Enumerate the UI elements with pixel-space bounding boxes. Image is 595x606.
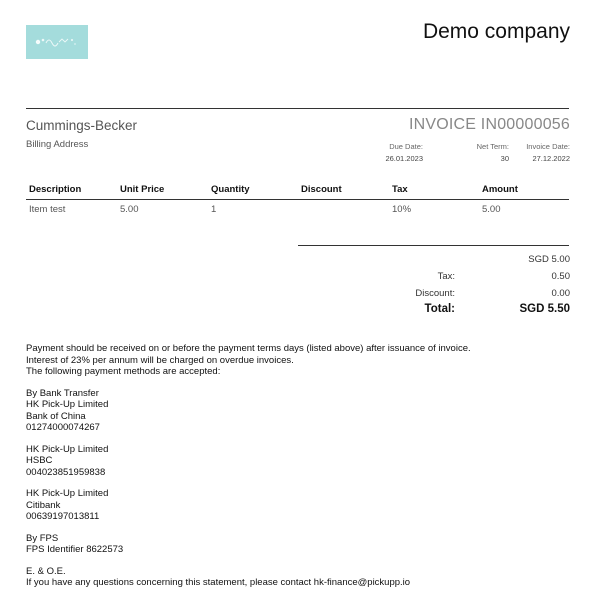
due-date-value: 26.01.2023 bbox=[385, 154, 423, 163]
cell-discount bbox=[298, 200, 389, 220]
terms-line: Interest of 23% per annum will be charged on overdue invoices. bbox=[26, 354, 294, 366]
discount-label: Discount: bbox=[415, 288, 455, 299]
payment-method-hsbc bbox=[26, 444, 471, 479]
terms-intro bbox=[26, 343, 471, 378]
terms-line: The following payment methods are accepted: bbox=[26, 366, 221, 377]
eoe-note: E. & O.E. bbox=[26, 565, 66, 577]
cell-tax: 10% bbox=[392, 204, 412, 215]
total-label: Total: bbox=[424, 303, 455, 315]
due-date-label: Due Date: bbox=[389, 142, 423, 151]
column-header-quantity: Quantity bbox=[208, 182, 298, 200]
payment-line: By FPS bbox=[26, 532, 59, 544]
billing-address-label: Billing Address bbox=[26, 139, 89, 150]
line-items-table bbox=[26, 182, 569, 219]
subtotal-value: SGD 5.00 bbox=[528, 254, 570, 265]
summary-divider bbox=[298, 245, 569, 246]
cell-description: Item test bbox=[29, 204, 66, 215]
payment-terms bbox=[26, 343, 471, 589]
invoice-title: INVOICE IN00000056 bbox=[408, 116, 570, 133]
payment-line: HSBC bbox=[26, 455, 53, 466]
payment-method-bank-of-china bbox=[26, 388, 471, 434]
cell-amount: 5.00 bbox=[482, 204, 501, 215]
cell-unit-price: 5.00 bbox=[120, 204, 139, 215]
column-header-unit-price: Unit Price bbox=[117, 182, 208, 200]
net-term-block bbox=[477, 141, 509, 165]
payment-method-citibank bbox=[26, 488, 471, 523]
payment-line: Citibank bbox=[26, 499, 61, 511]
total-value: SGD 5.50 bbox=[519, 303, 570, 315]
payment-line: Bank of China bbox=[26, 410, 86, 422]
payment-method-fps bbox=[26, 533, 471, 556]
header-divider bbox=[26, 108, 569, 109]
column-header-description: Description bbox=[26, 182, 117, 200]
table-header-row bbox=[26, 182, 569, 200]
payment-line: HK Pick-Up Limited bbox=[26, 399, 109, 410]
tax-label: Tax: bbox=[437, 271, 455, 282]
column-header-amount: Amount bbox=[479, 182, 569, 200]
table-row bbox=[26, 200, 569, 220]
payment-line: 00639197013811 bbox=[26, 511, 100, 522]
invoice-date-label: Invoice Date: bbox=[526, 142, 570, 151]
invoice-date-block bbox=[526, 141, 570, 165]
terms-line: Payment should be received on or before the payment terms days (listed above) after issuance of invoice. bbox=[26, 343, 471, 354]
discount-value: 0.00 bbox=[551, 288, 570, 299]
contact-note bbox=[26, 566, 471, 589]
payment-line: By Bank Transfer bbox=[26, 387, 99, 399]
due-date-block bbox=[385, 141, 423, 165]
company-logo-icon bbox=[26, 25, 88, 59]
contact-line: If you have any questions concerning this statement, please contact hk-finance@pickupp.io bbox=[26, 577, 411, 588]
column-header-tax: Tax bbox=[389, 182, 479, 200]
payment-line: FPS Identifier 8622573 bbox=[26, 544, 124, 555]
payment-line: HK Pick-Up Limited bbox=[26, 443, 109, 455]
net-term-value: 30 bbox=[500, 154, 509, 163]
payment-line: 004023851959838 bbox=[26, 466, 106, 478]
company-name: Demo company bbox=[422, 20, 570, 43]
payment-line: 01274000074267 bbox=[26, 422, 100, 433]
customer-name: Cummings-Becker bbox=[26, 118, 138, 133]
payment-line: HK Pick-Up Limited bbox=[26, 488, 109, 499]
cell-quantity: 1 bbox=[211, 204, 217, 215]
company-logo bbox=[26, 25, 88, 59]
tax-value: 0.50 bbox=[551, 271, 570, 282]
invoice-date-value: 27.12.2022 bbox=[532, 154, 570, 163]
net-term-label: Net Term: bbox=[476, 142, 509, 151]
column-header-discount: Discount bbox=[298, 182, 389, 200]
